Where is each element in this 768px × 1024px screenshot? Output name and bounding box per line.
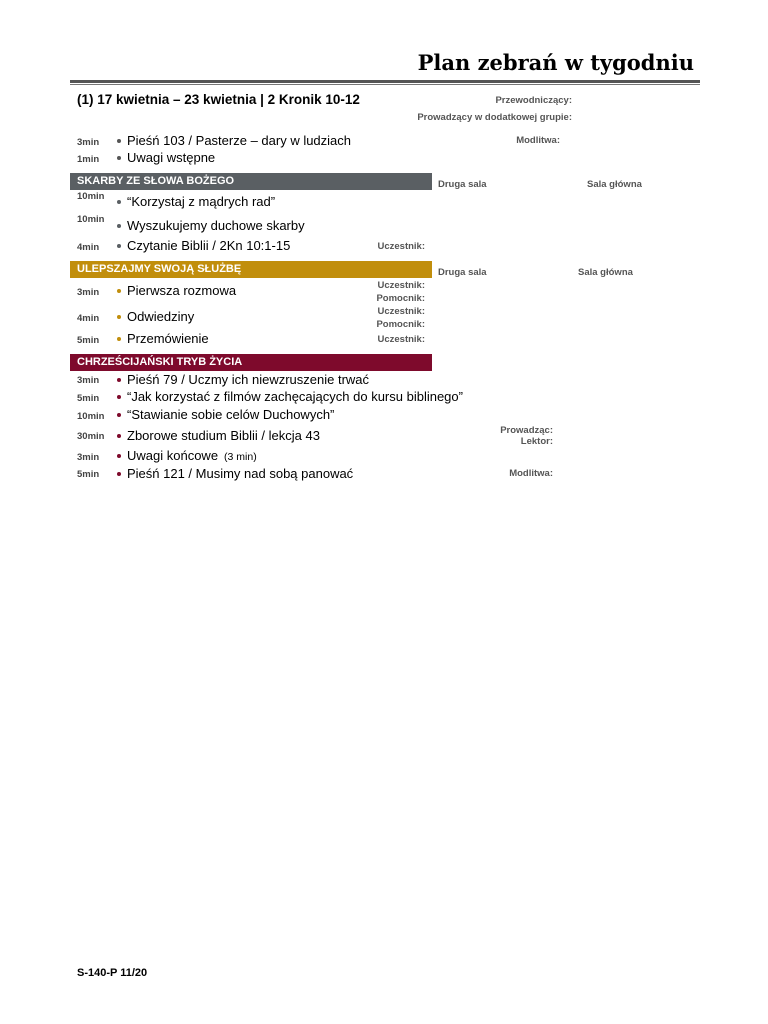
item-duration: 3min [77,137,100,148]
section-living-bar: CHRZEŚCIJAŃSKI TRYB ŻYCIA [70,354,432,371]
section-treasures-bar: SKARBY ZE SŁOWA BOŻEGO [70,173,432,190]
living-part-2 [117,407,334,422]
item-duration: 10min [77,411,105,422]
bullet-icon [117,289,121,293]
item-text: “Korzystaj z mądrych rad” [127,194,276,209]
item-text: “Stawianie sobie celów Duchowych” [127,407,335,422]
bullet-icon [117,244,121,248]
item-duration: 5min [77,335,100,346]
week-heading: (1) 17 kwietnia – 23 kwietnia | 2 Kronik 10-12 [77,92,360,107]
bullet-icon [117,454,121,458]
living-bible-study [117,428,320,443]
item-duration: 3min [77,287,100,298]
bullet-icon [117,315,121,319]
item-text: Uwagi wstępne [127,150,216,165]
ministry-talk [117,331,209,346]
item-text: Przemówienie [127,331,209,346]
item-text: Odwiedziny [127,309,195,324]
participant-label: Uczestnik: [377,306,425,317]
item-text: Zborowe studium Biblii / lekcja 43 [127,428,320,443]
ministry-initial-call [117,283,236,298]
form-code: S-140-P 11/20 [77,967,148,979]
item-duration: 30min [77,431,105,442]
bullet-icon [117,413,121,417]
bullet-icon [117,156,121,160]
helper-label: Pomocnik: [376,319,425,330]
treasures-reading [117,238,290,253]
item-text: Pierwsza rozmowa [127,283,237,298]
bullet-icon [117,472,121,476]
item-duration: 10min [77,214,105,225]
treasures-gems [117,218,305,233]
participant-label: Uczestnik: [377,334,425,345]
item-text: Pieśń 121 / Musimy nad sobą panować [127,466,354,481]
bullet-icon [117,337,121,341]
helper-label: Pomocnik: [376,293,425,304]
item-text: Uwagi końcowe [127,448,219,463]
item-text: Pieśń 79 / Uczmy ich niewzruszenie trwać [127,372,370,387]
participant-label: Uczestnik: [377,241,425,252]
room2-label: Druga sala [438,179,487,190]
item-duration: 5min [77,469,100,480]
participant-label: Uczestnik: [377,280,425,291]
main-hall-label: Sala główna [578,267,633,278]
bullet-icon [117,395,121,399]
living-song [117,372,369,387]
opening-song [117,133,351,148]
conductor-label: Prowadząc: [500,425,553,436]
item-duration: 1min [77,154,100,165]
ministry-return-visit [117,309,194,324]
bullet-icon [117,434,121,438]
header-rule-thin [70,84,700,85]
closing-prayer-label: Modlitwa: [509,468,553,479]
item-duration: 3min [77,375,100,386]
item-text: Pieśń 103 / Pasterze – dary w ludziach [127,133,352,148]
bullet-icon [117,139,121,143]
treasures-talk [117,194,275,209]
main-hall-label: Sala główna [587,179,642,190]
room2-label: Druga sala [438,267,487,278]
opening-prayer-label: Modlitwa: [516,135,560,146]
reader-label: Lektor: [520,436,553,447]
item-duration: 10min [77,191,105,202]
chairman-label: Przewodniczący: [495,95,572,106]
section-ministry-bar: ULEPSZAJMY SWOJĄ SŁUŻBĘ [70,261,432,278]
item-text: Czytanie Biblii / 2Kn 10:1-15 [127,238,291,253]
item-duration: 5min [77,393,100,404]
bullet-icon [117,224,121,228]
item-text: Wyszukujemy duchowe skarby [127,218,305,233]
item-note: (3 min) [224,451,257,463]
bullet-icon [117,378,121,382]
aux-group-label: Prowadzący w dodatkowej grupie: [417,112,572,123]
living-closing-song [117,466,353,481]
item-text: “Jak korzystać z filmów zachęcających do kursu biblinego” [127,389,463,404]
living-concluding-remarks [117,448,257,463]
page-title: Plan zebrań w tygodniu [417,50,694,75]
bullet-icon [117,200,121,204]
item-duration: 3min [77,452,100,463]
item-duration: 4min [77,313,100,324]
opening-remarks [117,150,215,165]
living-part-1 [117,389,463,404]
item-duration: 4min [77,242,100,253]
header-rule [70,80,700,83]
